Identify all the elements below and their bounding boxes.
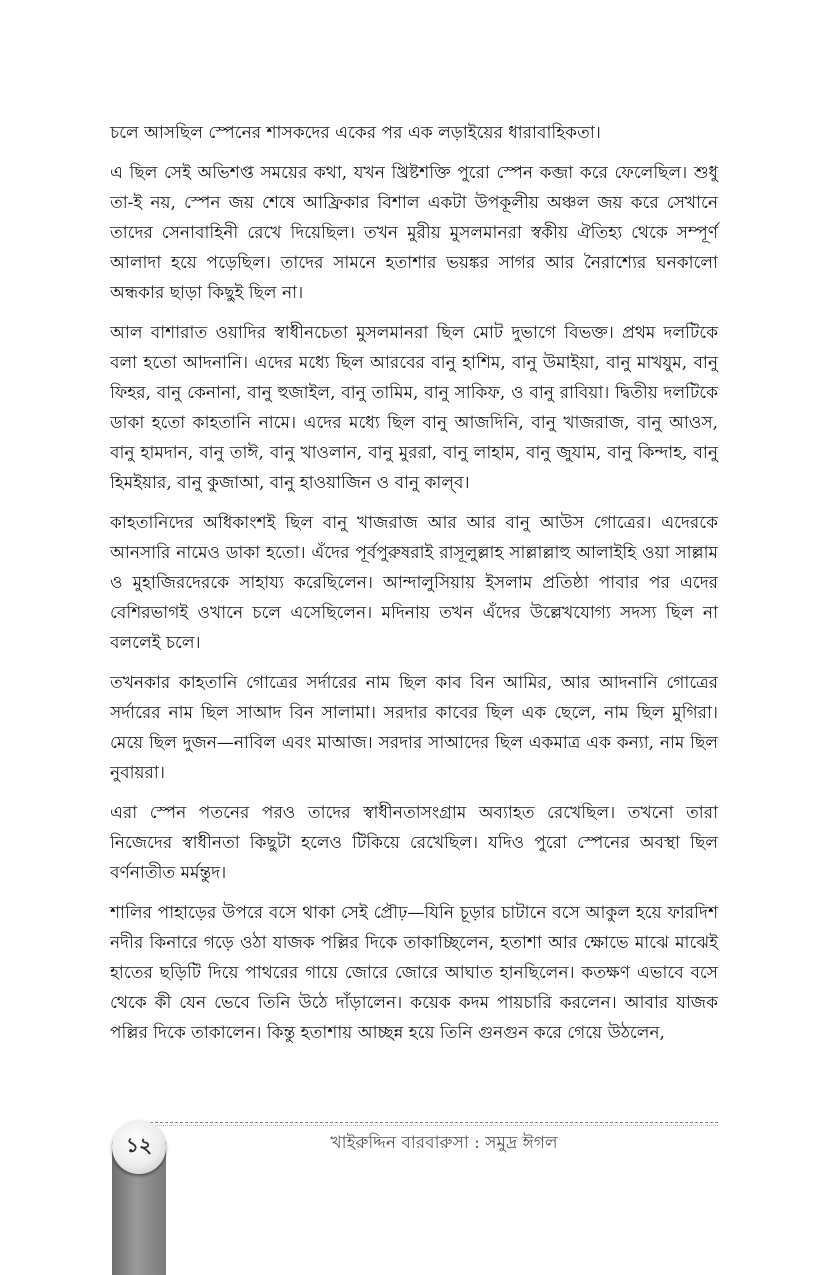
running-title: খাইরুদ্দিন বারবারুসা : সমুদ্র ঈগল [330, 1133, 558, 1153]
paragraph: এ ছিল সেই অভিশপ্ত সময়ের কথা, যখন খ্রিষ্টশক্তি পুরো স্পেন কব্জা করে ফেলেছিল। শুধু তা-ই নয়, স্পেন জয় শেষে আফ্রিকার বিশাল একটা উপকূলীয় অঞ্চল জয় করে সেখানে তাদের সেনাবাহিনী রেখে দিয়েছিল। তখন মুরীয় মুসলমানরা স্বকীয় ঐতিহ্য থেকে সম্পূর্ণ আলাদা হয়ে পড়েছিল। তাদের সামনে হতাশার ভয়ঙ্কর সাগর আর নৈরাশ্যের ঘনকালো অন্ধকার ছাড়া কিছুই ছিল না। [110, 163, 718, 303]
paragraph: চলে আসছিল স্পেনের শাসকদের একের পর এক লড়াইয়ের ধারাবাহিকতা। [110, 123, 601, 143]
paragraph: আল বাশারাত ওয়াদির স্বাধীনচেতা মুসলমানরা ছিল মোট দুভাগে বিভক্ত। প্রথম দলটিকে বলা হতো আদনানি। এদের মধ্যে ছিল আরবের বানু হাশিম, বানু উমাইয়া, বানু মাখযুম, বানু ফিহর, বানু কেনানা, বানু হুজাইল, বানু তামিম, বানু সাকিফ, ও বানু রাবিয়া। দ্বিতীয় দলটিকে ডাকা হতো কাহতানি নামে। এদের মধ্যে ছিল বানু আজদিনি, বানু খাজরাজ, বানু আওস, বানু হামদান, বানু তাঈ, বানু খাওলান, বানু মুররা, বানু লাহাম, বানু জুযাম, বানু কিন্দাহ, বানু হিমইয়ার, বানু কুজাআ, বানু হাওয়াজিন ও বানু কাল্‌ব। [110, 323, 718, 493]
footer-divider-dotted [140, 1125, 718, 1126]
footer-divider [140, 1122, 718, 1123]
paragraph: কাহতানিদের অধিকাংশই ছিল বানু খাজরাজ আর আর বানু আউস গোত্রের। এদেরকে আনসারি নামেও ডাকা হতো। এঁদের পূর্বপুরুষরাই রাসূলুল্লাহ সাল্লাল্লাহু আলাইহি ওয়া সাল্লাম ও মুহাজিরদেরকে সাহায্য করেছিলেন। আন্দালুসিয়ায় ইসলাম প্রতিষ্ঠা পাবার পর এদের বেশিরভাগই ওখানে চলে এসেছিলেন। মদিনায় তখন এঁদের উল্লেখযোগ্য সদস্য ছিল না বললেই চলে। [110, 513, 718, 653]
paragraph: তখনকার কাহতানি গোত্রের সর্দারের নাম ছিল কাব বিন আমির, আর আদনানি গোত্রের সর্দারের নাম ছিল সাআদ বিন সালামা। সরদার কাবের ছিল এক ছেলে, নাম ছিল মুগিরা। মেয়ে ছিল দুজন—নাবিল এবং মাআজ। সরদার সাআদের ছিল একমাত্র এক কন্যা, নাম ছিল নুবায়রা। [110, 673, 718, 783]
page-body [110, 118, 718, 1058]
page-number-badge [112, 1120, 166, 1174]
paragraph: এরা স্পেন পতনের পরও তাদের স্বাধীনতাসংগ্রাম অব্যাহত রেখেছিল। তখনো তারা নিজেদের স্বাধীনতা কিছুটা হলেও টিকিয়ে রেখেছিল। যদিও পুরো স্পেনের অবস্থা ছিল বর্ণনাতীত মর্মন্তুদ। [110, 803, 718, 883]
paragraph: শালির পাহাড়ের উপরে বসে থাকা সেই প্রৌঢ়—যিনি চূড়ার চাটানে বসে আকুল হয়ে ফারদিশ নদীর কিনারে গড়ে ওঠা যাজক পল্লির দিকে তাকাচ্ছিলেন, হতাশা আর ক্ষোভে মাঝে মাঝেই হাতের ছড়িটি দিয়ে পাথরের গায়ে জোরে জোরে আঘাত হানছিলেন। কতক্ষণ এভাবে বসে থেকে কী যেন ভেবে তিনি উঠে দাঁড়ালেন। কয়েক কদম পায়চারি করলেন। আবার যাজক পল্লির দিকে তাকালেন। কিন্তু হতাশায় আচ্ছন্ন হয়ে তিনি গুনগুন করে গেয়ে উঠলেন, [110, 903, 718, 1043]
page-number: ১২ [126, 1132, 152, 1157]
